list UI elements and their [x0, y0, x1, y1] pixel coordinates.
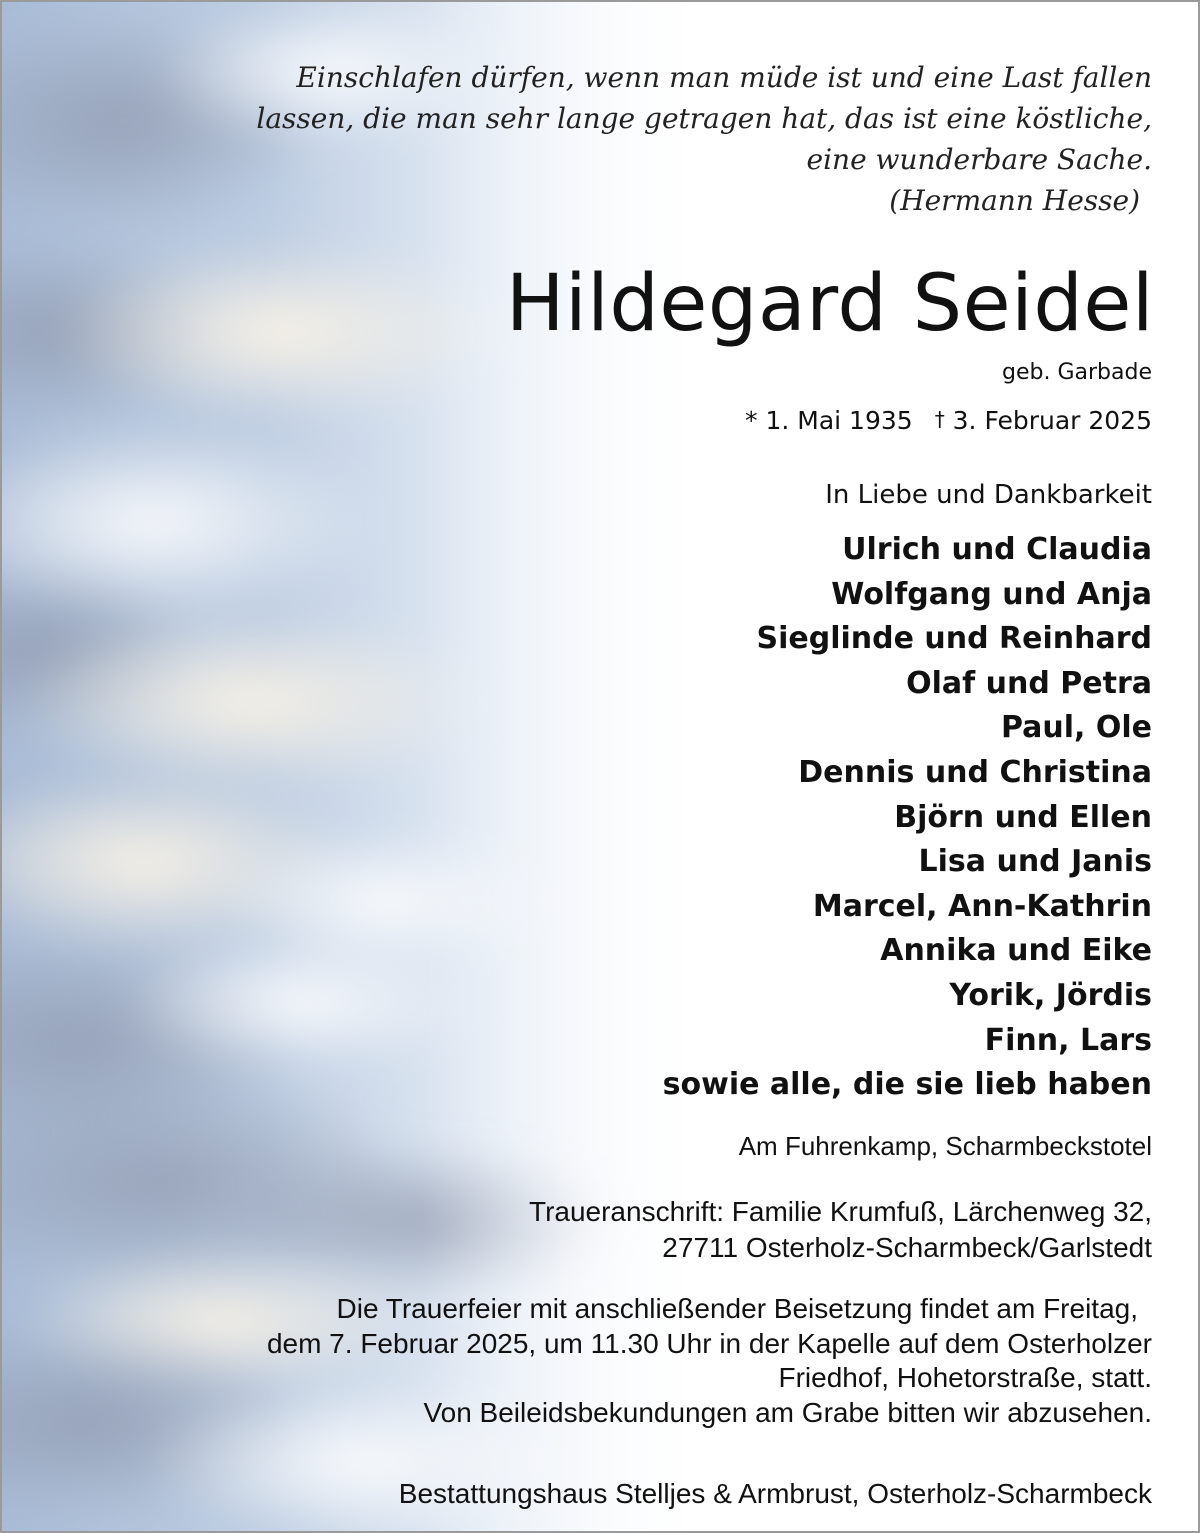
mourners-list: [663, 528, 1152, 1108]
mourner: Paul, Ole: [1000, 710, 1152, 746]
mourner: Marcel, Ann-Kathrin: [812, 888, 1152, 924]
mourner: Björn und Ellen: [894, 799, 1152, 835]
mourner: sowie alle, die sie lieb haben: [662, 1067, 1152, 1103]
mourner: Ulrich und Claudia: [842, 532, 1152, 567]
quote-author: (Hermann Hesse): [889, 184, 1140, 217]
cross-icon: †: [934, 407, 945, 431]
mourner: Lisa und Janis: [918, 844, 1152, 880]
service-line: Von Beileidsbekundungen am Grabe bitten wir abzusehen.: [423, 1396, 1152, 1428]
funeral-service-info: [52, 1292, 1152, 1430]
address-line: Traueranschrift: Familie Krumfuß, Lärchenweg 32,: [529, 1196, 1152, 1227]
dedication: In Liebe und Dankbarkeit: [825, 480, 1152, 510]
address-line: 27711 Osterholz-Scharmbeck/Garlstedt: [662, 1232, 1152, 1263]
residence-place: Am Fuhrenkamp, Scharmbeckstotel: [738, 1131, 1152, 1161]
service-line: dem 7. Februar 2025, um 11.30 Uhr in der Kapelle auf dem Osterholzer: [266, 1327, 1152, 1359]
maiden-name: geb. Garbade: [1002, 360, 1152, 385]
mourner: Sieglinde und Reinhard: [756, 621, 1152, 657]
quote-line: eine wunderbare Sache.: [806, 143, 1152, 176]
mourner: Olaf und Petra: [906, 665, 1152, 701]
mourner: Finn, Lars: [984, 1022, 1152, 1058]
undertaker: Bestattungshaus Stelljes & Armbrust, Osterholz-Scharmbeck: [398, 1478, 1152, 1509]
service-line: Die Trauerfeier mit anschließender Beisetzung findet am Freitag,: [336, 1293, 1138, 1324]
quote-line: Einschlafen dürfen, wenn man müde ist und eine Last fallen: [296, 61, 1152, 94]
death-date: 3. Februar 2025: [952, 406, 1152, 435]
service-line: Friedhof, Hohetorstraße, statt.: [778, 1362, 1152, 1393]
mourning-address: [529, 1194, 1152, 1266]
deceased-name: Hildegard Seidel: [505, 259, 1154, 349]
mourner: Annika und Eike: [880, 933, 1152, 969]
quote-line: lassen, die man sehr lange getragen hat, das ist eine köstliche,: [256, 102, 1152, 135]
life-dates: [745, 402, 1152, 438]
notice-content: [2, 2, 1198, 1531]
mourner: Dennis und Christina: [798, 754, 1152, 790]
mourner: Wolfgang und Anja: [831, 576, 1152, 612]
hesse-quote: [152, 57, 1152, 221]
mourner: Yorik, Jördis: [949, 977, 1152, 1013]
birth-date: * 1. Mai 1935: [745, 406, 913, 435]
